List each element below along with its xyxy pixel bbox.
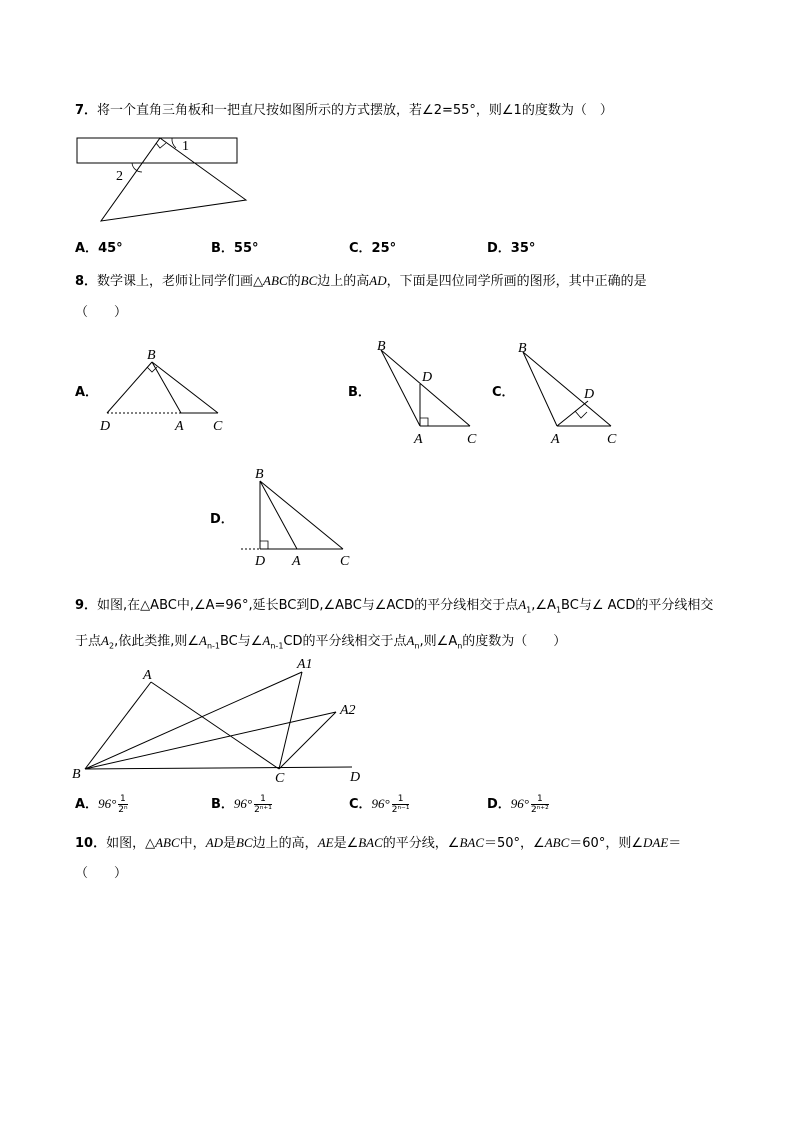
- q7-option-a[interactable]: A．45°: [75, 241, 123, 256]
- q9-option-b[interactable]: B．96° $\frac{1}{\text{2ⁿ⁺¹}}$: [211, 794, 272, 815]
- svg-text:A2: A2: [340, 703, 356, 718]
- q7-label-1: 1: [182, 139, 189, 154]
- q8-option-d[interactable]: D．: [210, 512, 234, 527]
- svg-text:D: D: [584, 387, 595, 402]
- question-8-text: 8．数学课上，老师让同学们画△ABC的BC边上的高AD，下面是四位同学所画的图形，其中正确的是: [75, 273, 647, 289]
- svg-text:D: D: [422, 370, 433, 385]
- q8-option-a[interactable]: A．: [75, 385, 99, 400]
- q7-option-c[interactable]: C．25°: [349, 241, 397, 256]
- svg-text:C: C: [340, 554, 350, 569]
- q8-option-b[interactable]: B．: [348, 385, 371, 400]
- svg-text:C: C: [275, 771, 285, 786]
- svg-text:A: A: [292, 554, 301, 569]
- q8-option-c[interactable]: C．: [492, 385, 515, 400]
- svg-text:B: B: [377, 339, 386, 354]
- question-8-paren: （ ）: [75, 305, 128, 320]
- q7-option-d[interactable]: D．35°: [487, 241, 536, 256]
- svg-text:A: A: [414, 432, 423, 447]
- question-7-text: 7．将一个直角三角板和一把直尺按如图所示的方式摆放，若∠2=55°，则∠1的度数为（ ）: [75, 103, 613, 118]
- svg-text:A: A: [175, 419, 184, 434]
- q7-label-2: 2: [116, 169, 123, 184]
- q9-option-d[interactable]: D．96° $\frac{1}{\text{2ⁿ⁺²}}$: [487, 794, 549, 815]
- svg-text:C: C: [213, 419, 223, 434]
- q9-option-a[interactable]: A．96° $\frac{1}{\text{2ⁿ}}$: [75, 794, 128, 815]
- question-10-paren: （ ）: [75, 866, 128, 881]
- q7-option-b[interactable]: B．55°: [211, 241, 259, 256]
- svg-text:A: A: [143, 668, 152, 683]
- svg-text:A: A: [551, 432, 560, 447]
- svg-text:D: D: [350, 770, 361, 785]
- svg-text:B: B: [72, 767, 81, 782]
- svg-text:D: D: [255, 554, 266, 569]
- svg-text:B: B: [147, 348, 156, 363]
- svg-text:B: B: [255, 467, 264, 482]
- question-9-line2: 于点$A_2$,依此类推,则$\angle A_{n-1}BC$与$\angle A_{n-1}CD$的平分线相交于点$A_n$,则$\angle A_n$的度数为（ ）: [75, 633, 567, 651]
- question-10-text: 10．如图，△ABC中，AD是BC边上的高，AE是∠BAC的平分线，∠BAC＝50°，∠ABC＝60°，则∠DAE＝: [75, 835, 682, 851]
- svg-text:C: C: [607, 432, 617, 447]
- svg-text:A1: A1: [297, 657, 313, 672]
- svg-text:D: D: [100, 419, 111, 434]
- svg-text:B: B: [518, 341, 527, 356]
- svg-text:C: C: [467, 432, 477, 447]
- question-9-line1: 9．如图,在△ABC中,∠A=96°,延长BC到D,∠ABC与∠ACD的平分线相交于点$A_1,\angle A_1BC$与∠ ACD的平分线相交: [75, 597, 714, 615]
- q9-option-c[interactable]: C．96° $\frac{1}{\text{2ⁿ⁻¹}}$: [349, 794, 410, 815]
